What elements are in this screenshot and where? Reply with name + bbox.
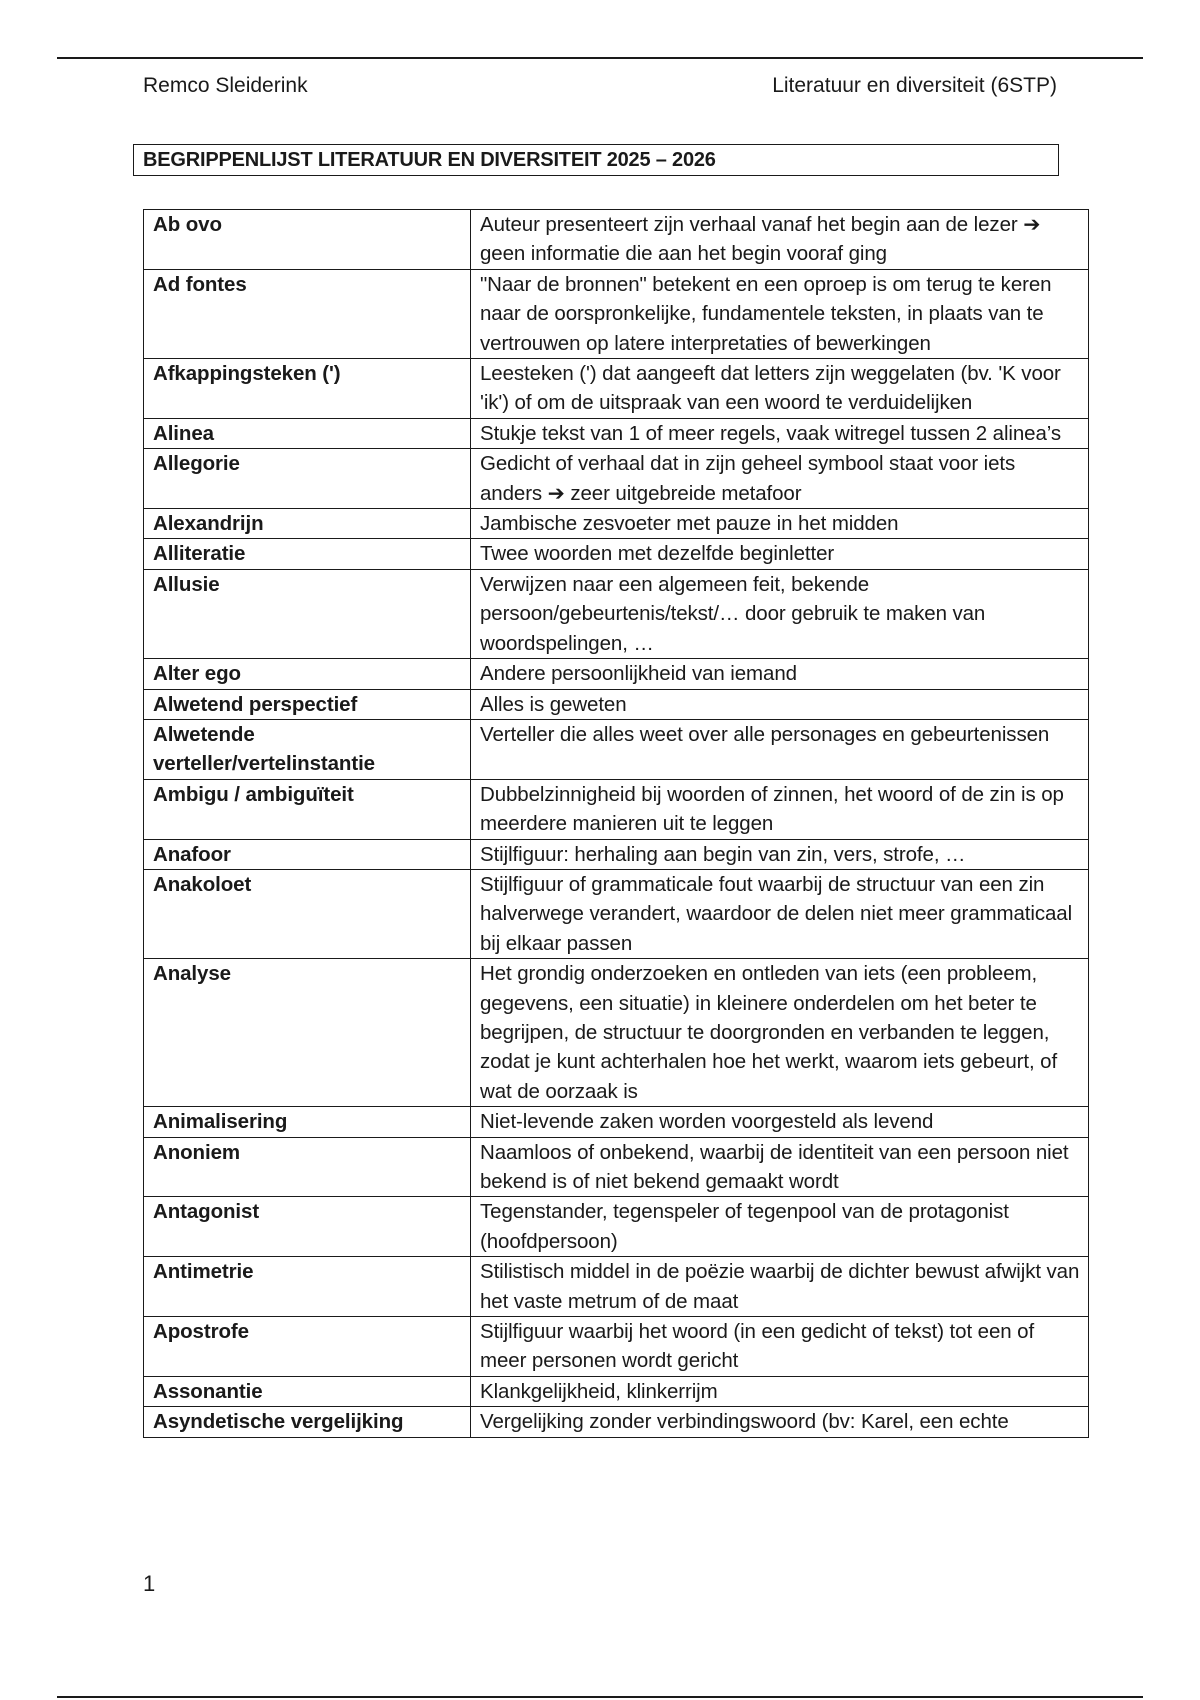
glossary-term: Ambigu / ambiguïteit [144, 779, 471, 839]
table-row [144, 839, 1089, 869]
table-row [144, 1107, 1089, 1137]
glossary-term: Anafoor [144, 839, 471, 869]
table-row [144, 210, 1089, 270]
table-row [144, 269, 1089, 358]
glossary-definition: Stijlfiguur: herhaling aan begin van zin, vers, strofe, … [471, 839, 1089, 869]
document-title: BEGRIPPENLIJST LITERATUUR EN DIVERSITEIT 2025 – 2026 [133, 144, 1059, 176]
glossary-term: Allusie [144, 569, 471, 658]
glossary-term: Antagonist [144, 1197, 471, 1257]
glossary-definition: Tegenstander, tegenspeler of tegenpool van de protagonist (hoofdpersoon) [471, 1197, 1089, 1257]
table-row [144, 569, 1089, 658]
table-row [144, 449, 1089, 509]
glossary-definition: Verwijzen naar een algemeen feit, bekende persoon/gebeurtenis/tekst/… door gebruik te maken van woordspelingen, … [471, 569, 1089, 658]
glossary-definition: Stukje tekst van 1 of meer regels, vaak witregel tussen 2 alinea’s [471, 418, 1089, 448]
glossary-definition: Auteur presenteert zijn verhaal vanaf het begin aan de lezer ➔ geen informatie die aan het begin vooraf ging [471, 210, 1089, 270]
glossary-definition: Het grondig onderzoeken en ontleden van iets (een probleem, gegevens, een situatie) in kleinere onderdelen om het beter te begrijpen, de structuur te doorgronden en verbanden te leggen, zodat je kunt achterhalen hoe het werkt, waarom iets gebeurt, of wat de oorzaak is [471, 959, 1089, 1107]
glossary-term: Assonantie [144, 1376, 471, 1406]
glossary-definition: Naamloos of onbekend, waarbij de identiteit van een persoon niet bekend is of niet bekend gemaakt wordt [471, 1137, 1089, 1197]
table-row [144, 418, 1089, 448]
glossary-definition: Niet-levende zaken worden voorgesteld als levend [471, 1107, 1089, 1137]
glossary-term: Anoniem [144, 1137, 471, 1197]
table-row [144, 1197, 1089, 1257]
glossary-definition: Stijlfiguur of grammaticale fout waarbij de structuur van een zin halverwege verandert, waardoor de delen niet meer grammaticaal bij elkaar passen [471, 869, 1089, 958]
footer-rule [57, 1696, 1143, 1698]
table-row [144, 359, 1089, 419]
table-row [144, 689, 1089, 719]
table-row [144, 869, 1089, 958]
header-author: Remco Sleiderink [143, 74, 308, 97]
table-row [144, 719, 1089, 779]
glossary-term: Afkappingsteken (') [144, 359, 471, 419]
glossary-definition: Stijlfiguur waarbij het woord (in een gedicht of tekst) tot een of meer personen wordt gericht [471, 1317, 1089, 1377]
glossary-definition: Gedicht of verhaal dat in zijn geheel symbool staat voor iets anders ➔ zeer uitgebreide metafoor [471, 449, 1089, 509]
table-row [144, 1376, 1089, 1406]
table-row [144, 539, 1089, 569]
glossary-definition: Andere persoonlijkheid van iemand [471, 659, 1089, 689]
glossary-term: Asyndetische vergelijking [144, 1407, 471, 1437]
glossary-definition: "Naar de bronnen" betekent en een oproep is om terug te keren naar de oorspronkelijke, fundamentele teksten, in plaats van te vertrouwen op latere interpretaties of bewerkingen [471, 269, 1089, 358]
glossary-term: Alliteratie [144, 539, 471, 569]
table-row [144, 779, 1089, 839]
glossary-term: Ad fontes [144, 269, 471, 358]
table-row [144, 509, 1089, 539]
glossary-body [144, 210, 1089, 1438]
glossary-term: Alinea [144, 418, 471, 448]
glossary-term: Allegorie [144, 449, 471, 509]
glossary-definition: Jambische zesvoeter met pauze in het midden [471, 509, 1089, 539]
table-row [144, 1317, 1089, 1377]
table-row [144, 659, 1089, 689]
glossary-definition: Stilistisch middel in de poëzie waarbij de dichter bewust afwijkt van het vaste metrum of de maat [471, 1257, 1089, 1317]
glossary-definition: Verteller die alles weet over alle personages en gebeurtenissen [471, 719, 1089, 779]
glossary-table [143, 209, 1089, 1438]
table-row [144, 959, 1089, 1107]
page-number: 1 [143, 1571, 156, 1596]
glossary-definition: Klankgelijkheid, klinkerrijm [471, 1376, 1089, 1406]
header-rule [57, 57, 1143, 59]
glossary-term: Alexandrijn [144, 509, 471, 539]
glossary-term: Ab ovo [144, 210, 471, 270]
glossary-term: Analyse [144, 959, 471, 1107]
glossary-definition: Leesteken (') dat aangeeft dat letters zijn weggelaten (bv. 'K voor 'ik') of om de uitspraak van een woord te verduidelijken [471, 359, 1089, 419]
glossary-term: Apostrofe [144, 1317, 471, 1377]
glossary-term: Antimetrie [144, 1257, 471, 1317]
table-row [144, 1257, 1089, 1317]
glossary-definition: Alles is geweten [471, 689, 1089, 719]
header-course: Literatuur en diversiteit (6STP) [772, 74, 1057, 97]
glossary-term: Alwetend perspectief [144, 689, 471, 719]
table-row [144, 1407, 1089, 1437]
glossary-term: Anakoloet [144, 869, 471, 958]
glossary-definition: Dubbelzinnigheid bij woorden of zinnen, het woord of de zin is op meerdere manieren uit te leggen [471, 779, 1089, 839]
table-row [144, 1137, 1089, 1197]
glossary-term: Alwetende verteller/vertelinstantie [144, 719, 471, 779]
glossary-term: Animalisering [144, 1107, 471, 1137]
glossary-definition: Twee woorden met dezelfde beginletter [471, 539, 1089, 569]
glossary-term: Alter ego [144, 659, 471, 689]
glossary-definition: Vergelijking zonder verbindingswoord (bv: Karel, een echte [471, 1407, 1089, 1437]
